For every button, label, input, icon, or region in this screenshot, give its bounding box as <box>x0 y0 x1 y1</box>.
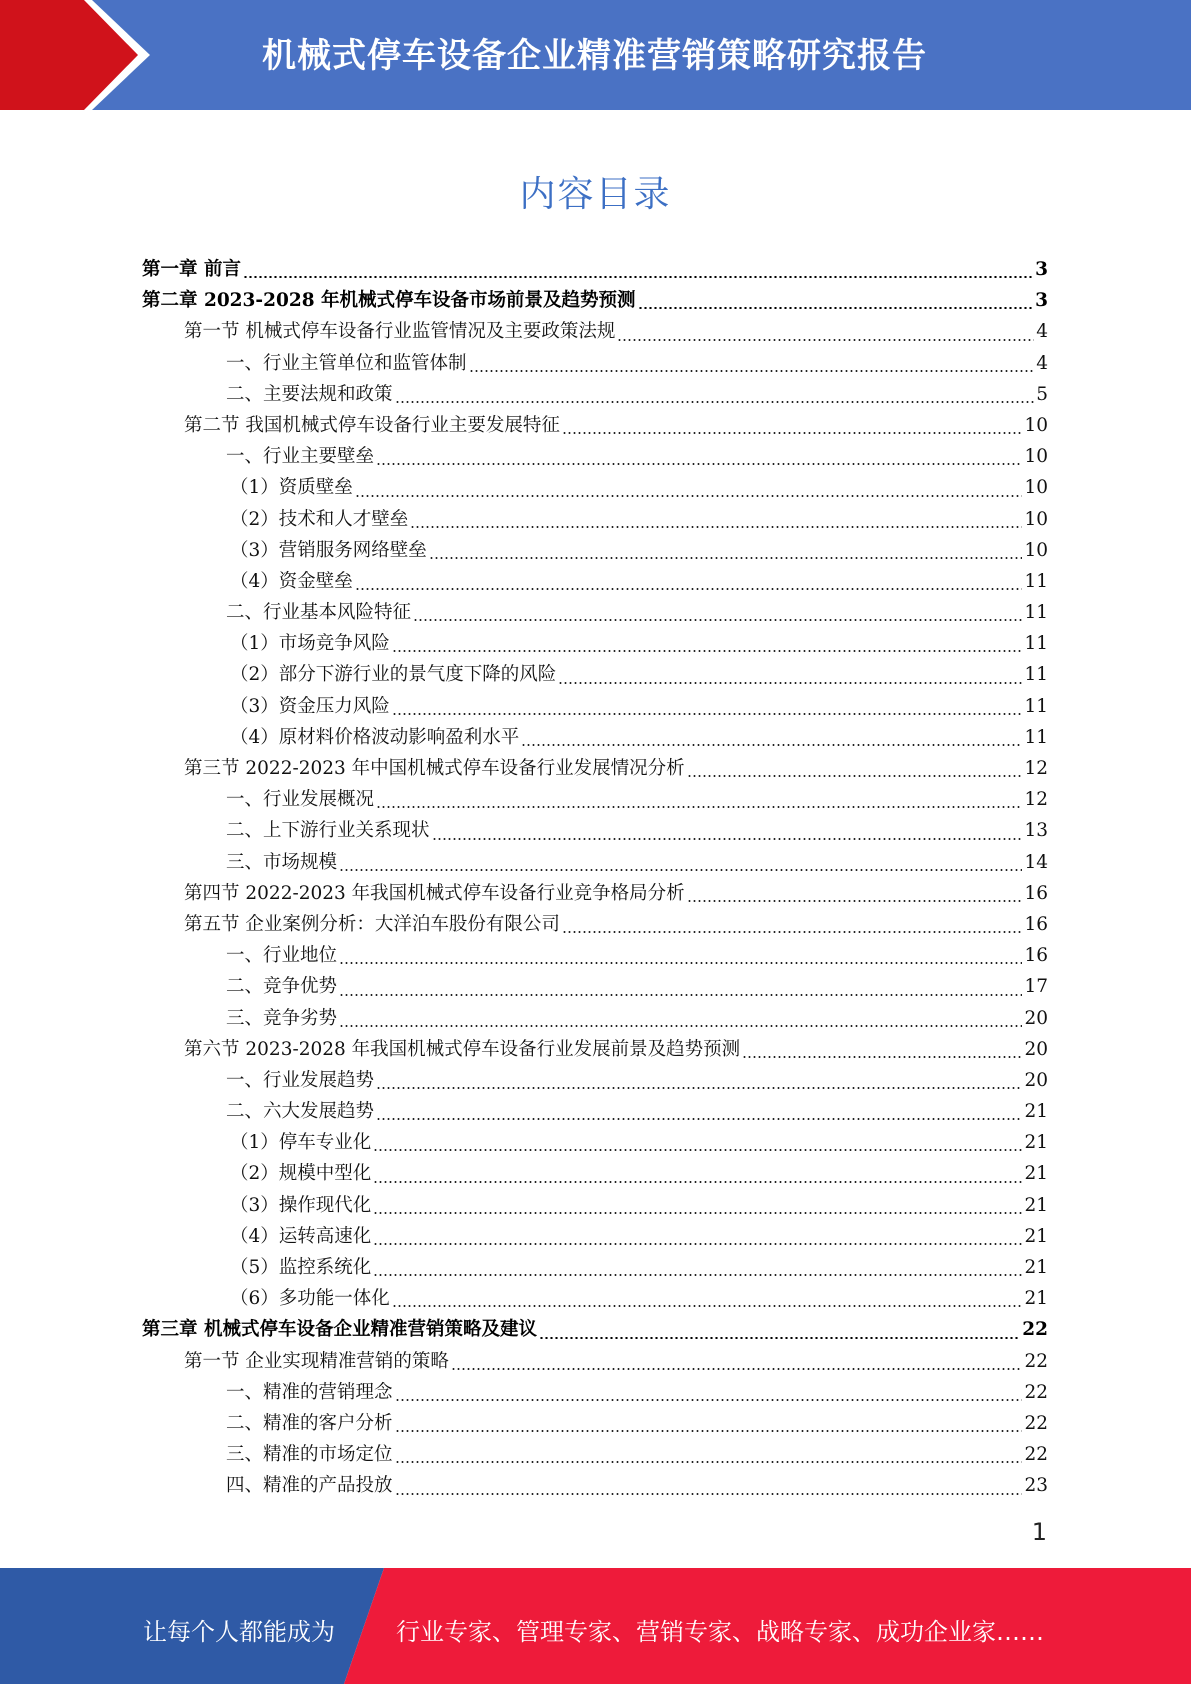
toc-dot-leader <box>429 535 1023 566</box>
toc-entry-title: 第四节 2022-2023 年我国机械式停车设备行业竞争格局分析 <box>184 882 685 904</box>
toc-dot-leader <box>376 1096 1022 1127</box>
toc-entry-title: 一、行业地位 <box>226 945 338 967</box>
toc-entry[interactable] <box>142 348 1048 379</box>
toc-entry[interactable] <box>142 909 1048 940</box>
toc-entry-page-number: 3 <box>1035 259 1048 280</box>
toc-entry-title: 二、上下游行业关系现状 <box>226 820 430 842</box>
toc-entry-page-number: 10 <box>1024 414 1048 436</box>
footer-slogan-left: 让每个人都能成为 <box>143 1618 335 1646</box>
toc-entry[interactable] <box>142 1190 1048 1221</box>
toc-entry-title: 二、行业基本风险特征 <box>226 602 412 624</box>
toc-entry-title: （3）营销服务网络壁垒 <box>230 539 427 561</box>
toc-entry[interactable] <box>142 659 1048 690</box>
table-of-contents <box>142 254 1048 1502</box>
toc-dot-leader <box>395 1470 1023 1501</box>
toc-entry-page-number: 22 <box>1024 1381 1048 1403</box>
toc-entry[interactable] <box>142 815 1048 846</box>
toc-entry-page-number: 21 <box>1024 1132 1048 1154</box>
toc-entry-page-number: 11 <box>1024 664 1048 686</box>
toc-entry[interactable] <box>142 472 1048 503</box>
toc-entry[interactable] <box>142 1377 1048 1408</box>
toc-entry[interactable] <box>142 1252 1048 1283</box>
toc-entry-title: （1）市场竞争风险 <box>230 633 390 655</box>
toc-entry-title: （3）操作现代化 <box>230 1194 372 1216</box>
toc-entry-page-number: 11 <box>1024 726 1048 748</box>
toc-dot-leader <box>243 254 1033 285</box>
toc-dot-leader <box>395 1377 1023 1408</box>
toc-heading: 内容目录 <box>519 174 672 215</box>
header-banner <box>0 0 1191 110</box>
toc-dot-leader <box>395 1439 1023 1470</box>
toc-entry-page-number: 11 <box>1024 633 1048 655</box>
toc-entry[interactable] <box>142 1096 1048 1127</box>
toc-entry[interactable] <box>142 1003 1048 1034</box>
toc-entry-page-number: 20 <box>1024 1069 1048 1091</box>
toc-dot-leader <box>373 1127 1022 1158</box>
toc-entry-title: （5）监控系统化 <box>230 1257 372 1278</box>
toc-entry-title: 四、精准的产品投放 <box>226 1475 393 1497</box>
toc-entry[interactable] <box>142 722 1048 753</box>
toc-entry-title: （4）运转高速化 <box>230 1225 372 1247</box>
toc-dot-leader <box>392 1283 1023 1314</box>
toc-dot-leader <box>355 472 1023 503</box>
toc-entry-page-number: 13 <box>1024 820 1048 842</box>
toc-dot-leader <box>469 348 1035 379</box>
toc-dot-leader <box>373 1190 1022 1221</box>
toc-entry-page-number: 22 <box>1024 1444 1048 1466</box>
toc-dot-leader <box>451 1346 1023 1377</box>
toc-entry-page-number: 12 <box>1024 758 1048 779</box>
toc-entry[interactable] <box>142 753 1048 784</box>
toc-entry-title: （4）资金壁垒 <box>230 570 353 592</box>
toc-entry[interactable] <box>142 1034 1048 1065</box>
toc-entry-title: （1）停车专业化 <box>230 1132 372 1154</box>
toc-entry-page-number: 21 <box>1024 1288 1048 1310</box>
toc-entry-page-number: 21 <box>1024 1163 1048 1185</box>
toc-entry[interactable] <box>142 1065 1048 1096</box>
toc-entry-title: 第五节 企业案例分析：大洋泊车股份有限公司 <box>184 913 560 935</box>
toc-entry-title: （1）资质壁垒 <box>230 477 353 499</box>
toc-dot-leader <box>617 316 1034 347</box>
toc-entry-page-number: 11 <box>1024 602 1048 624</box>
toc-entry-title: （2）部分下游行业的景气度下降的风险 <box>230 664 557 686</box>
toc-entry-title: （2）技术和人才壁垒 <box>230 508 409 530</box>
toc-entry-title: 三、竞争劣势 <box>226 1007 338 1029</box>
toc-entry-page-number: 10 <box>1024 477 1048 499</box>
toc-entry-title: 一、精准的营销理念 <box>226 1381 393 1403</box>
toc-entry-title: 三、市场规模 <box>226 851 338 873</box>
footer-slogan-right: 行业专家、管理专家、营销专家、战略专家、成功企业家…… <box>396 1618 1044 1646</box>
toc-entry[interactable] <box>142 504 1048 535</box>
toc-dot-leader <box>355 566 1023 597</box>
toc-entry-title: 一、行业发展概况 <box>226 789 375 811</box>
page-number: 1 <box>1031 1518 1047 1546</box>
toc-entry-page-number: 12 <box>1024 789 1048 811</box>
toc-entry-page-number: 16 <box>1024 913 1048 935</box>
toc-entry-title: 第一节 企业实现精准营销的策略 <box>184 1350 449 1372</box>
toc-entry-title: （2）规模中型化 <box>230 1163 372 1185</box>
toc-dot-leader <box>339 847 1022 878</box>
toc-dot-leader <box>742 1034 1022 1065</box>
toc-entry[interactable] <box>142 566 1048 597</box>
toc-entry-page-number: 10 <box>1024 539 1048 561</box>
toc-dot-leader <box>392 628 1023 659</box>
toc-entry-title: 第一节 机械式停车设备行业监管情况及主要政策法规 <box>184 321 616 343</box>
toc-entry-title: 二、主要法规和政策 <box>226 383 393 405</box>
toc-entry[interactable] <box>142 535 1048 566</box>
toc-entry[interactable] <box>142 784 1048 815</box>
toc-dot-leader <box>562 909 1023 940</box>
toc-entry-page-number: 16 <box>1024 945 1048 967</box>
toc-entry[interactable] <box>142 691 1048 722</box>
toc-entry[interactable] <box>142 1408 1048 1439</box>
toc-entry-title: 第一章 前言 <box>142 259 241 280</box>
toc-entry-title: 二、竞争优势 <box>226 976 338 998</box>
toc-dot-leader <box>339 971 1022 1002</box>
toc-entry-page-number: 4 <box>1036 352 1048 374</box>
toc-entry-page-number: 4 <box>1036 321 1048 343</box>
toc-entry-title: 二、精准的客户分析 <box>226 1412 393 1434</box>
toc-dot-leader <box>413 597 1022 628</box>
toc-dot-leader <box>392 691 1023 722</box>
toc-entry[interactable] <box>142 847 1048 878</box>
toc-entry-title: 一、行业主要壁垒 <box>226 446 375 468</box>
toc-entry-page-number: 16 <box>1024 882 1048 904</box>
toc-dot-leader <box>373 1252 1022 1283</box>
toc-entry[interactable] <box>142 971 1048 1002</box>
toc-entry[interactable] <box>142 1470 1048 1501</box>
toc-entry-page-number: 11 <box>1024 570 1048 592</box>
toc-dot-leader <box>339 940 1022 971</box>
toc-entry[interactable] <box>142 1283 1048 1314</box>
toc-entry-title: 三、精准的市场定位 <box>226 1444 393 1466</box>
toc-dot-leader <box>376 1065 1022 1096</box>
toc-entry-page-number: 21 <box>1024 1194 1048 1216</box>
toc-dot-leader <box>687 878 1023 909</box>
toc-dot-leader <box>376 441 1022 472</box>
toc-entry-page-number: 22 <box>1024 1412 1048 1434</box>
footer-banner <box>0 1568 1191 1684</box>
toc-dot-leader <box>558 659 1022 690</box>
toc-entry-title: 二、六大发展趋势 <box>226 1101 375 1123</box>
toc-entry[interactable] <box>142 254 1048 285</box>
toc-dot-leader <box>395 379 1035 410</box>
toc-entry-title: （4）原材料价格波动影响盈利水平 <box>230 726 520 748</box>
toc-entry[interactable] <box>142 1127 1048 1158</box>
toc-dot-leader <box>432 815 1023 846</box>
toc-entry[interactable] <box>142 441 1048 472</box>
toc-dot-leader <box>376 784 1022 815</box>
toc-entry-title: （6）多功能一体化 <box>230 1288 390 1310</box>
toc-entry-title: 第六节 2023-2028 年我国机械式停车设备行业发展前景及趋势预测 <box>184 1038 741 1060</box>
toc-entry-title: 第二章 2023-2028 年机械式停车设备市场前景及趋势预测 <box>142 290 636 312</box>
toc-entry[interactable] <box>142 1158 1048 1189</box>
toc-dot-leader <box>687 753 1023 784</box>
toc-entry[interactable] <box>142 1439 1048 1470</box>
toc-entry-page-number: 21 <box>1024 1101 1048 1123</box>
toc-entry-page-number: 23 <box>1024 1475 1048 1497</box>
toc-entry-page-number: 22 <box>1024 1350 1048 1372</box>
toc-entry-title: （3）资金压力风险 <box>230 695 390 717</box>
toc-entry-page-number: 17 <box>1024 976 1048 998</box>
toc-entry[interactable] <box>142 1346 1048 1377</box>
toc-entry[interactable] <box>142 1221 1048 1252</box>
toc-entry[interactable] <box>142 316 1048 347</box>
toc-dot-leader <box>339 1003 1022 1034</box>
toc-dot-leader <box>562 410 1023 441</box>
toc-entry-page-number: 10 <box>1024 508 1048 530</box>
toc-entry-page-number: 21 <box>1024 1225 1048 1247</box>
toc-entry-page-number: 22 <box>1022 1319 1048 1341</box>
toc-entry-page-number: 3 <box>1035 290 1048 312</box>
toc-entry-page-number: 5 <box>1036 383 1048 405</box>
toc-dot-leader <box>373 1221 1022 1252</box>
toc-entry-page-number: 20 <box>1024 1007 1048 1029</box>
toc-entry-title: 第三节 2022-2023 年中国机械式停车设备行业发展情况分析 <box>184 758 685 779</box>
toc-entry[interactable] <box>142 285 1048 316</box>
toc-entry-page-number: 10 <box>1024 446 1048 468</box>
toc-dot-leader <box>373 1158 1022 1189</box>
toc-dot-leader <box>395 1408 1023 1439</box>
toc-entry[interactable] <box>142 379 1048 410</box>
toc-entry[interactable] <box>142 878 1048 909</box>
toc-entry-title: 第二节 我国机械式停车设备行业主要发展特征 <box>184 414 560 436</box>
toc-entry[interactable] <box>142 410 1048 441</box>
toc-dot-leader <box>410 504 1022 535</box>
toc-entry[interactable] <box>142 597 1048 628</box>
toc-entry-page-number: 14 <box>1024 851 1048 873</box>
toc-dot-leader <box>521 722 1022 753</box>
toc-entry-title: 一、行业主管单位和监管体制 <box>226 352 467 374</box>
toc-dot-leader <box>638 285 1034 316</box>
toc-entry[interactable] <box>142 628 1048 659</box>
report-title: 机械式停车设备企业精准营销策略研究报告 <box>262 36 927 76</box>
toc-dot-leader <box>539 1314 1020 1345</box>
toc-entry-title: 一、行业发展趋势 <box>226 1069 375 1091</box>
toc-entry-page-number: 20 <box>1024 1038 1048 1060</box>
toc-entry-page-number: 21 <box>1024 1257 1048 1278</box>
toc-entry[interactable] <box>142 1314 1048 1345</box>
toc-entry[interactable] <box>142 940 1048 971</box>
toc-entry-title: 第三章 机械式停车设备企业精准营销策略及建议 <box>142 1319 537 1341</box>
toc-entry-page-number: 11 <box>1024 695 1048 717</box>
